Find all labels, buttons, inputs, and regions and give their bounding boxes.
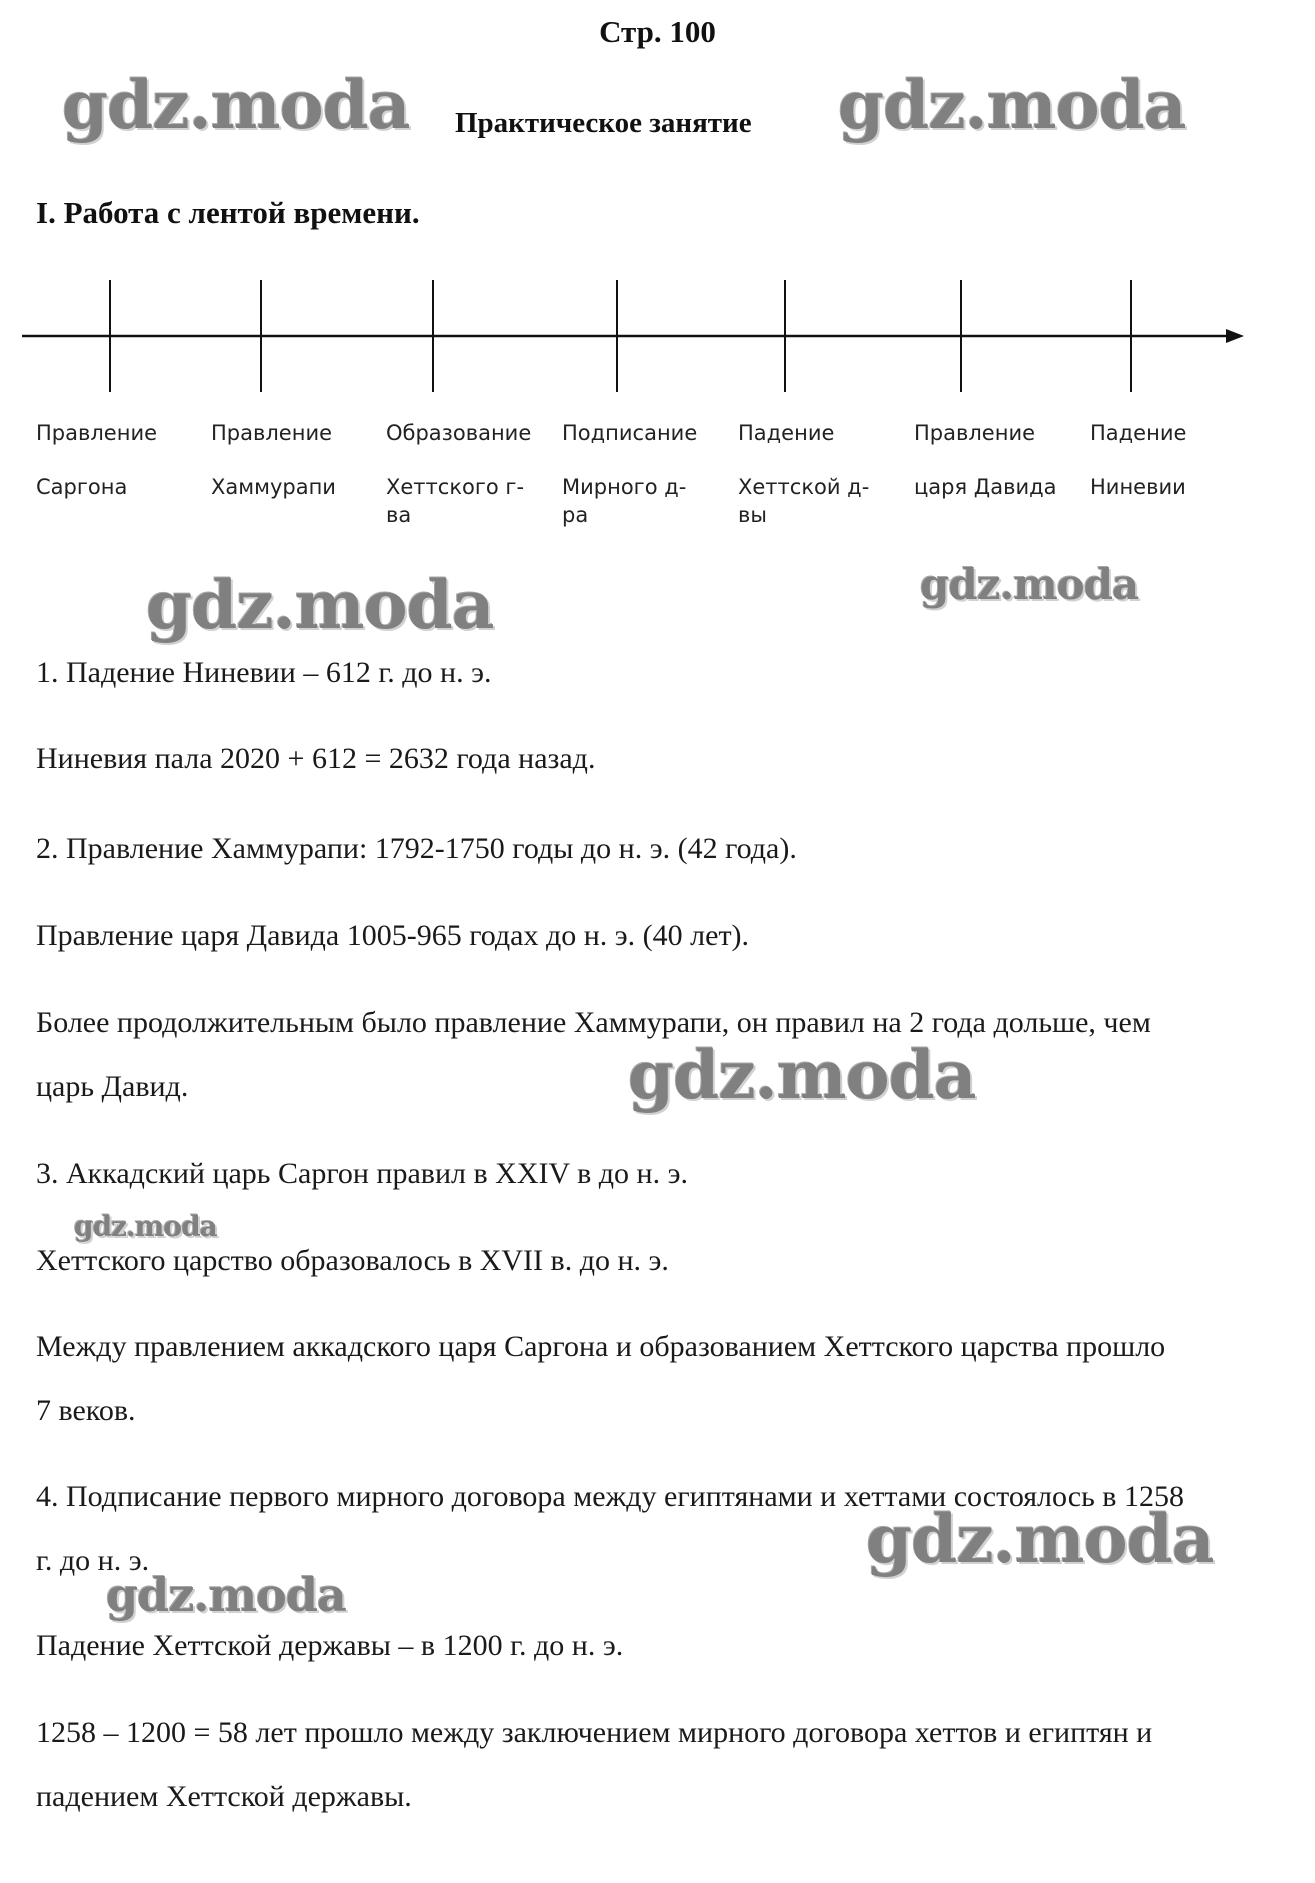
answer-3-sargon: 3. Аккадский царь Саргон правил в XXIV в до н. э.	[36, 1157, 688, 1190]
answer-2-comparison: Более продолжительным было правление Хаммурапи, он правил на 2 года дольше, чем царь Давид.	[36, 1006, 1151, 1103]
watermark-logo: gdz.moda	[866, 1500, 1214, 1578]
watermark-logo: gdz.moda	[106, 1568, 346, 1622]
timeline-label-hittite-fall: Падение Хеттской д-вы	[738, 421, 870, 527]
subtitle: Практическое занятие	[455, 107, 752, 139]
answer-3-hittite: Хеттского царство образовалось в XVII в. до н. э.	[36, 1244, 669, 1277]
answer-1-calculation: Ниневия пала 2020 + 612 = 2632 года назад.	[36, 742, 596, 775]
timeline-label-peace-treaty: Подписание Мирного д-ра	[562, 421, 698, 527]
answer-2-david: Правление царя Давида 1005-965 годах до н. э. (40 лет).	[36, 919, 750, 952]
answer-4-hittite-fall: Падение Хеттской державы – в 1200 г. до н. э.	[36, 1629, 624, 1662]
timeline-label-hammurabi: Правление Хаммурапи	[211, 421, 336, 500]
answer-2-hammurabi: 2. Правление Хаммурапи: 1792-1750 годы до н. э. (42 года).	[36, 832, 797, 865]
answer-4-calculation: 1258 – 1200 = 58 лет прошло между заключением мирного договора хеттов и египтян и падением Хеттской державы.	[36, 1716, 1153, 1813]
answer-4-treaty: 4. Подписание первого мирного договора между египтянами и хеттами состоялось в 1258 г. до н. э.	[36, 1480, 1184, 1577]
timeline	[0, 270, 1315, 400]
section-heading: I. Работа с лентой времени.	[36, 195, 420, 230]
watermark-logo: gdz.moda	[74, 1210, 217, 1243]
timeline-label-sargon: Правление Саргона	[36, 421, 158, 500]
page-number-header: Стр. 100	[599, 14, 716, 49]
watermark-logo: gdz.moda	[146, 566, 494, 644]
timeline-arrowhead	[1226, 329, 1244, 343]
watermark-logo: gdz.moda	[62, 66, 410, 144]
timeline-label-hittite-formation: Образование Хеттского г-ва	[386, 421, 532, 527]
watermark-logo: gdz.moda	[838, 66, 1186, 144]
timeline-label-king-david: Правление царя Давида	[914, 421, 1057, 500]
answer-3-interval: Между правлением аккадского царя Саргона и образованием Хеттского царства прошло 7 веков.	[36, 1330, 1166, 1427]
watermark-logo: gdz.moda	[920, 560, 1139, 609]
answer-1-nineveh: 1. Падение Ниневии – 612 г. до н. э.	[36, 656, 492, 689]
watermark-logo: gdz.moda	[628, 1036, 976, 1114]
timeline-label-nineveh-fall: Падение Ниневии	[1090, 421, 1187, 500]
